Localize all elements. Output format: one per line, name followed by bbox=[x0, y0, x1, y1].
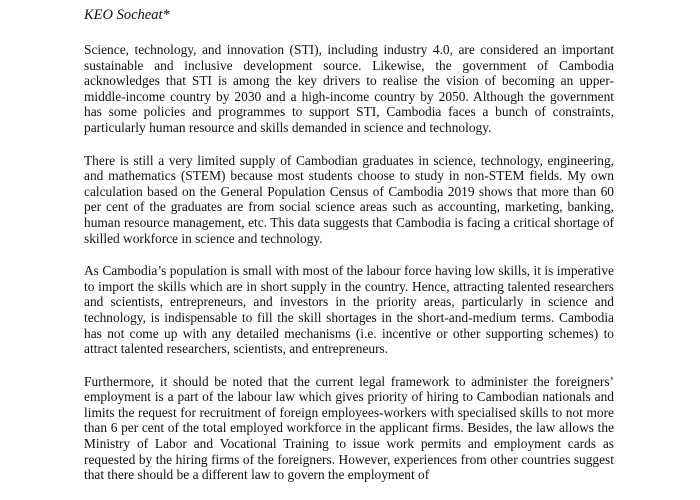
paragraph-import-skills: As Cambodia’s population is small with most of the labour force having low skills, it is imperative to import the skills which are in short supply in the country. Hence, attracting talented researchers and scientists, entrepreneurs, and investors in the priority areas, particularly in science and technology, is indispensable to fill the skill shortages in the short-and-medium terms. Cambodia has not come up with any detailed mechanisms (i.e. incentive or other supporting schemes) to attract talented researchers, scientists, and entrepreneurs. bbox=[84, 263, 614, 357]
author-name: KEO Socheat* bbox=[84, 7, 170, 23]
paragraph-stem-supply: There is still a very limited supply of Cambodian graduates in science, technology, engineering, and mathematics (STEM) because most students choose to study in non-STEM fields. My own calculation based on the General Population Census of Cambodia 2019 shows that more than 60 per cent of the graduates are from social science areas such as accounting, marketing, banking, human resource management, etc. This data suggests that Cambodia is facing a critical shortage of skilled workforce in science and technology. bbox=[84, 152, 614, 246]
paragraph-legal-framework: Furthermore, it should be noted that the current legal framework to administer the foreigners’ employment is a part of the labour law which gives priority of hiring to Cambodian nationals and limits the request for recruitment of foreign employees-workers with specialised skills to not more than 6 per cent of the total employed workforce in the applicant firms. Besides, the law allows the Ministry of Labor and Vocational Training to issue work permits and employment cards as requested by the hiring firms of the foreigners. However, experiences from other countries suggest that there should be a different law to govern the employment of bbox=[84, 373, 614, 483]
paragraph-sti-intro: Science, technology, and innovation (STI), including industry 4.0, are considered an important sustainable and inclusive development source. Likewise, the government of Cambodia acknowledges that STI is among the key drivers to realise the vision of becoming an upper-middle-income country by 2030 and a high-income country by 2050. Although the government has some policies and programmes to support STI, Cambodia faces a bunch of constraints, particularly human resource and skills demanded in science and technology. bbox=[84, 42, 614, 135]
article-body bbox=[84, 42, 614, 500]
